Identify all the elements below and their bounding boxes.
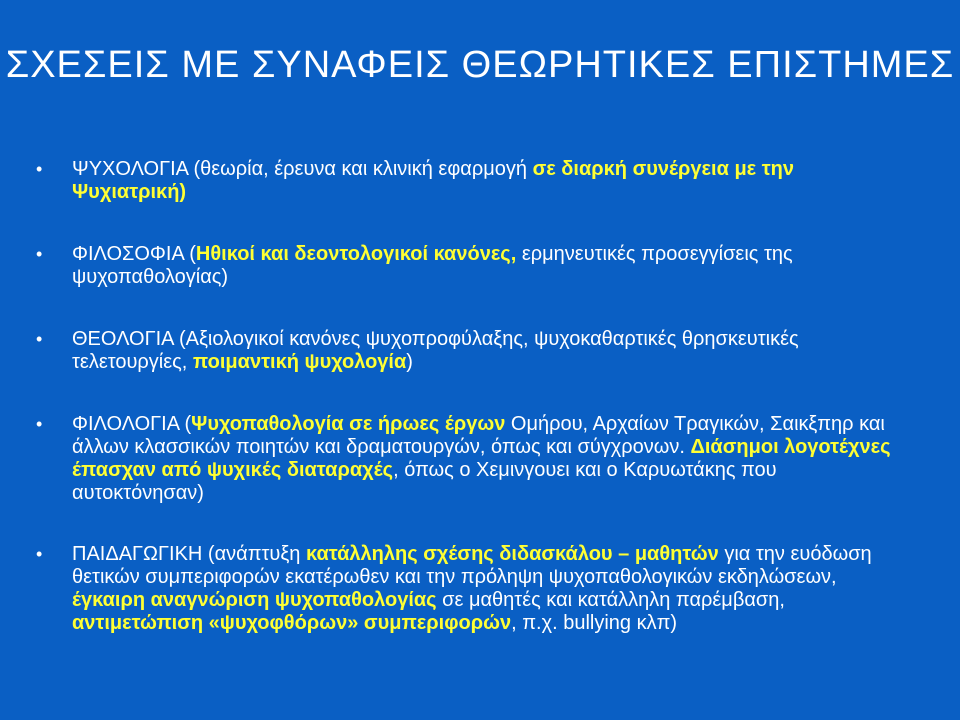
- segment: Ομήρου, Αρχαίων Τραγικών, Σαικξπηρ και άλλων κλασσικών ποιητών και δραματουργών, όπως και σύγχρονων.: [72, 413, 885, 458]
- bullet-dot-icon: •: [36, 414, 43, 434]
- segment: ΦΙΛΟΣΟΦΙΑ (: [72, 243, 196, 265]
- segment: ερμηνευτικές προσεγγίσεις της ψυχοπαθολογίας): [72, 243, 793, 288]
- segment: ΦΙΛΟΛΟΓΙΑ (: [72, 413, 192, 435]
- highlight-segment: Ηθικοί και δεοντολογικοί κανόνες,: [195, 243, 517, 265]
- segment: για την ευόδωση θετικών συμπεριφορών εκατέρωθεν και την πρόληψη ψυχοπαθολογικών εκδηλώσεων,: [72, 543, 872, 588]
- segment: ): [406, 351, 413, 373]
- bullet-item-philosophy: [30, 243, 910, 289]
- segment: ΘΕΟΛΟΓΙΑ (Αξιολογικοί κανόνες ψυχοπροφύλαξης, ψυχοκαθαρτικές θρησκευτικές τελετουργίες,: [72, 328, 799, 373]
- bullet-item-psychology: [30, 158, 910, 204]
- highlight-segment: κατάλληλης σχέσης διδασκάλου – μαθητών: [305, 543, 719, 565]
- highlight-segment: Διάσημοι λογοτέχνες έπασχαν από ψυχικές διαταραχές: [72, 436, 891, 481]
- highlight-segment: Ψυχοπαθολογία σε ήρωες έργων: [191, 413, 506, 435]
- segment: σε μαθητές και κατάλληλη παρέμβαση,: [436, 589, 785, 611]
- bullet-list: [30, 158, 910, 635]
- highlight-segment: ποιμαντική ψυχολογία: [192, 351, 407, 373]
- segment: , όπως ο Χεμινγουει και ο Καρυωτάκης που αυτοκτόνησαν): [72, 459, 777, 504]
- segment: , π.χ. bullying κλπ): [511, 612, 678, 634]
- highlight-segment: έγκαιρη αναγνώριση ψυχοπαθολογίας: [72, 589, 437, 611]
- segment: ΨΥΧΟΛΟΓΙΑ (θεωρία, έρευνα και κλινική εφαρμογή: [72, 158, 533, 180]
- highlight-segment: αντιμετώπιση «ψυχοφθόρων» συμπεριφορών: [72, 612, 512, 634]
- bullet-dot-icon: •: [36, 329, 43, 349]
- segment: ΠΑΙΔΑΓΩΓΙΚΗ (ανάπτυξη: [72, 543, 306, 565]
- bullet-dot-icon: •: [36, 159, 43, 179]
- bullet-item-philology: [30, 413, 910, 505]
- bullet-item-pedagogy: [30, 543, 910, 635]
- slide-title: ΣΧΕΣΕΙΣ ΜΕ ΣΥΝΑΦΕΙΣ ΘΕΩΡΗΤΙΚΕΣ ΕΠΙΣΤΗΜΕΣ: [5, 44, 955, 86]
- bullet-dot-icon: •: [36, 244, 43, 264]
- highlight-segment: σε διαρκή συνέργεια με την Ψυχιατρική): [72, 158, 794, 203]
- bullet-dot-icon: •: [36, 544, 43, 564]
- bullet-item-theology: [30, 328, 910, 374]
